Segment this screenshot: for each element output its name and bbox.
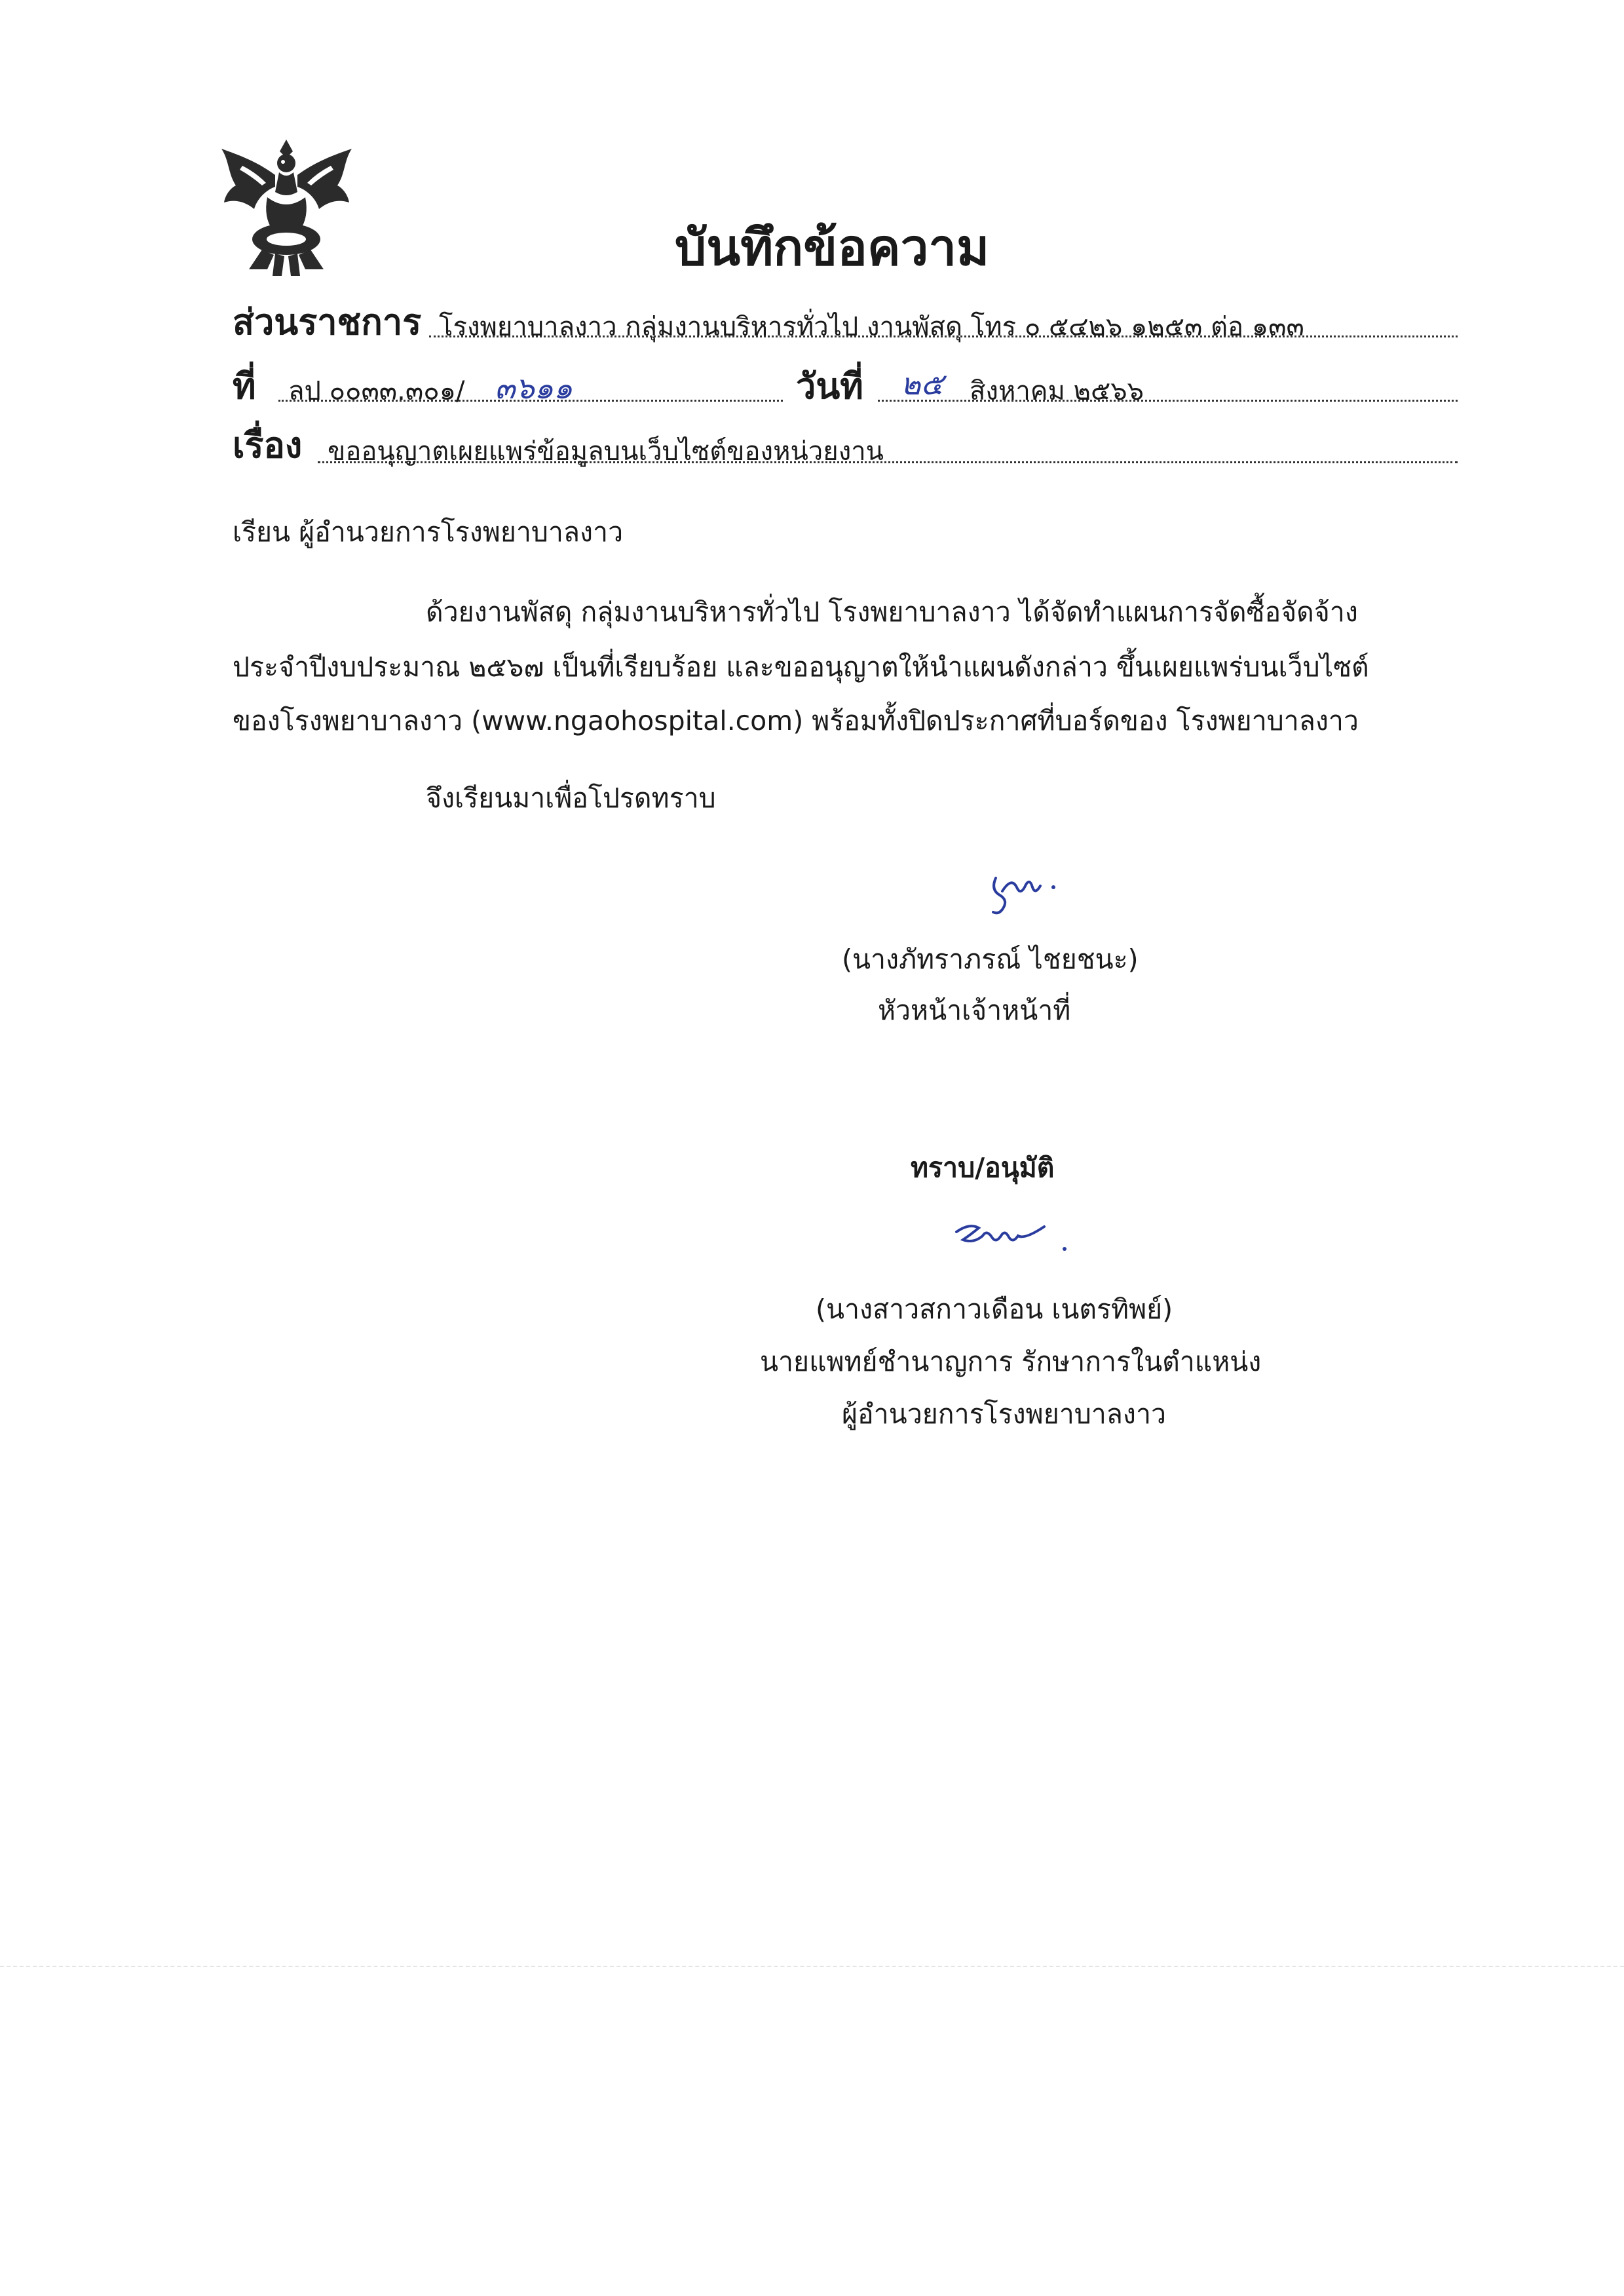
memo-title: บันทึกข้อความ bbox=[675, 218, 990, 277]
date-dotted-line bbox=[878, 400, 1458, 402]
garuda-emblem-icon bbox=[216, 134, 357, 278]
department-label: ส่วนราชการ bbox=[233, 301, 422, 343]
handwritten-signature-2 bbox=[950, 1212, 1081, 1258]
reference-label: ที่ bbox=[233, 366, 256, 407]
handwritten-signature-1 bbox=[983, 865, 1068, 924]
department-value: โรงพยาบาลงาว กลุ่มงานบริหารทั่วไป งานพัสดุ โทร ๐ ๕๔๒๖ ๑๒๕๓ ต่อ ๑๓๓ bbox=[439, 312, 1304, 342]
date-value: สิงหาคม ๒๕๖๖ bbox=[970, 376, 1144, 406]
subject-value: ขออนุญาตเผยแพร่ข้อมูลบนเว็บไซต์ของหน่วยงาน bbox=[328, 436, 884, 467]
approver-position-line-1: นายแพทย์ชำนาญการ รักษาการในตำแหน่ง bbox=[760, 1346, 1262, 1377]
paragraph-line-1: ด้วยงานพัสดุ กลุ่มงานบริหารทั่วไป โรงพยาบาลงาว ได้จัดทำแผนการจัดซื้อจัดจ้าง bbox=[426, 596, 1358, 628]
signer-1-name: (นางภัทราภรณ์ ไชยชนะ) bbox=[842, 944, 1139, 975]
reference-value: ลป ๐๐๓๓.๓๐๑/ bbox=[288, 376, 465, 406]
paragraph-line-3: ของโรงพยาบาลงาว (www.ngaohospital.com) พร้อมทั้งปิดประกาศที่บอร์ดของ โรงพยาบาลงาว bbox=[233, 705, 1359, 737]
approver-position-line-2: ผู้อำนวยการโรงพยาบาลงาว bbox=[842, 1398, 1166, 1430]
signer-1-position: หัวหน้าเจ้าหน้าที่ bbox=[878, 995, 1071, 1026]
date-day-handwritten: ๒๕ bbox=[901, 366, 944, 402]
subject-label: เรื่อง bbox=[233, 425, 303, 466]
closing-line: จึงเรียนมาเพื่อโปรดทราบ bbox=[426, 782, 716, 814]
date-label: วันที่ bbox=[796, 366, 863, 407]
scan-fold-line bbox=[0, 1966, 1624, 1967]
reference-handwritten-number: ๓๖๑๑ bbox=[495, 370, 573, 406]
approval-label: ทราบ/อนุมัติ bbox=[911, 1152, 1055, 1183]
approver-name: (นางสาวสกาวเดือน เนตรทิพย์) bbox=[816, 1293, 1173, 1325]
salutation: เรียน ผู้อำนวยการโรงพยาบาลงาว bbox=[233, 516, 624, 548]
paragraph-line-2: ประจำปีงบประมาณ ๒๕๖๗ เป็นที่เรียบร้อย และขออนุญาตให้นำแผนดังกล่าว ขึ้นเผยแพร่บนเว็บไซต์ bbox=[233, 651, 1369, 683]
